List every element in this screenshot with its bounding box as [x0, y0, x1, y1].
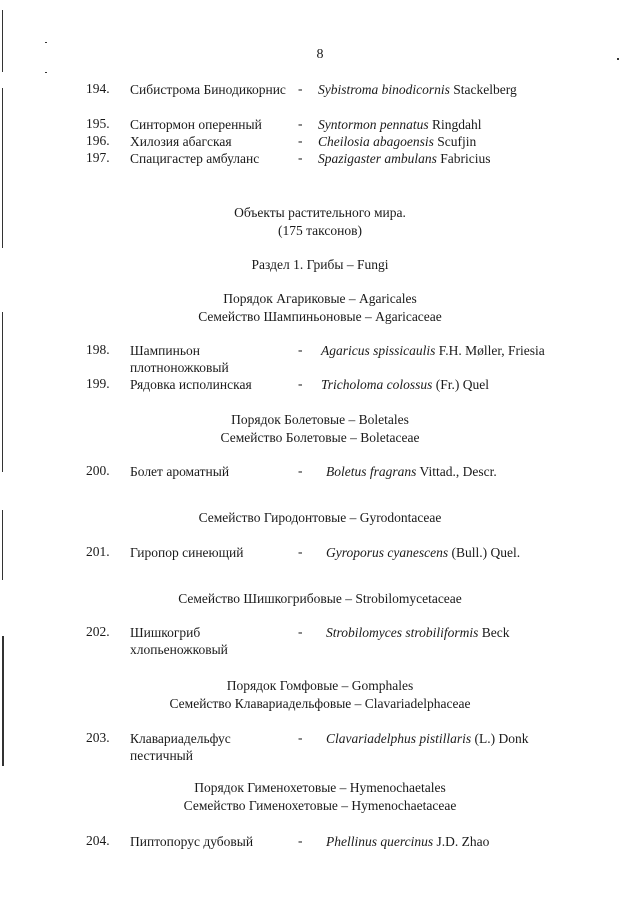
order-heading — [0, 411, 640, 447]
section-heading — [0, 204, 640, 240]
latin-species: Agaricus spissicaulis — [321, 343, 436, 358]
separator-dash: - — [298, 150, 303, 165]
item-number: 204. — [86, 833, 110, 848]
separator-dash: - — [298, 544, 303, 559]
order-heading — [0, 677, 640, 713]
latin-author: Stackelberg — [453, 82, 517, 97]
item-number: 202. — [86, 624, 110, 639]
latin-author: Fabricius — [440, 151, 491, 166]
latin-species: Sybistroma binodicornis — [318, 82, 450, 97]
latin-species: Spazigaster ambulans — [318, 151, 437, 166]
item-number: 200. — [86, 463, 110, 478]
family-heading: Семейство Гиродонтовые – Gyrodontaceae — [198, 510, 442, 525]
latin-species: Clavariadelphus pistillaris — [326, 731, 472, 746]
russian-name: Спацигастер амбуланс — [130, 151, 260, 166]
latin-name — [318, 133, 476, 150]
latin-author: J.D. Zhao — [436, 834, 490, 849]
russian-name: Гиропор синеющий — [130, 545, 244, 560]
russian-name: Сибистрома Бинодикорнис — [130, 82, 286, 97]
separator-dash: - — [298, 116, 303, 131]
latin-author: (L.) Donk — [474, 731, 529, 746]
russian-name: Клавариадельфус пестичный — [130, 731, 231, 763]
order-heading — [0, 779, 640, 815]
separator-dash: - — [298, 376, 303, 391]
russian-name: Болет ароматный — [130, 464, 230, 479]
latin-species: Tricholoma colossus — [321, 377, 433, 392]
latin-species: Gyroporus cyanescens — [326, 545, 449, 560]
latin-species: Boletus fragrans — [326, 464, 417, 479]
family-title: Семейство Гименохетовые – Hymenochaetaceae — [183, 798, 457, 813]
russian-name: Шампиньон плотноножковый — [130, 343, 229, 375]
scan-margin-mark — [2, 312, 3, 472]
separator-dash: - — [298, 730, 303, 745]
separator-dash: - — [298, 463, 303, 478]
item-number: 194. — [86, 81, 110, 96]
order-heading — [0, 290, 640, 326]
item-number: 196. — [86, 133, 110, 148]
russian-name: Синтормон оперенный — [130, 117, 262, 132]
item-number: 199. — [86, 376, 110, 391]
latin-author: Vittad., Descr. — [419, 464, 497, 479]
division-heading: Раздел 1. Грибы – Fungi — [251, 257, 389, 272]
separator-dash: - — [298, 81, 303, 96]
scan-margin-mark — [45, 72, 47, 73]
order-title: Порядок Гименохетовые – Hymenochaetales — [194, 780, 446, 795]
latin-name — [318, 150, 491, 167]
latin-name — [326, 544, 520, 561]
latin-name — [326, 624, 510, 641]
latin-name — [321, 342, 545, 359]
item-number: 197. — [86, 150, 110, 165]
latin-author: Scufjin — [437, 134, 477, 149]
latin-author: (Bull.) Quel. — [451, 545, 521, 560]
latin-name — [318, 116, 482, 133]
item-number: 203. — [86, 730, 110, 745]
section-title: Объекты растительного мира. — [234, 205, 406, 220]
family-title: Семейство Шампиньоновые – Agaricaceae — [198, 309, 442, 324]
latin-name — [318, 81, 517, 98]
family-title: Семейство Болетовые – Boletaceae — [220, 430, 420, 445]
latin-author: Beck — [481, 625, 510, 640]
latin-species: Phellinus quercinus — [326, 834, 434, 849]
latin-species: Strobilomyces strobiliformis — [326, 625, 479, 640]
scan-margin-mark — [45, 42, 47, 43]
page-number: 8 — [316, 47, 324, 62]
latin-name — [326, 463, 497, 480]
item-number: 198. — [86, 342, 110, 357]
separator-dash: - — [298, 833, 303, 848]
latin-name — [326, 833, 489, 850]
russian-name: Шишкогриб хлопьеножковый — [130, 625, 228, 657]
family-heading: Семейство Шишкогрибовые – Strobilomycetaceae — [178, 591, 462, 606]
russian-name: Рядовка исполинская — [130, 377, 252, 392]
section-count: (175 таксонов) — [278, 223, 362, 238]
separator-dash: - — [298, 342, 303, 357]
order-title: Порядок Агариковые – Agaricales — [223, 291, 417, 306]
family-title: Семейство Клавариадельфовые – Clavariadelphaceae — [169, 696, 471, 711]
russian-name: Хилозия абагская — [130, 134, 232, 149]
latin-name — [326, 730, 529, 747]
item-number: 195. — [86, 116, 110, 131]
latin-species: Syntormon pennatus — [318, 117, 429, 132]
latin-author: Ringdahl — [432, 117, 482, 132]
item-number: 201. — [86, 544, 110, 559]
latin-species: Cheilosia abagoensis — [318, 134, 434, 149]
order-title: Порядок Болетовые – Boletales — [231, 412, 409, 427]
latin-author: (Fr.) Quel — [435, 377, 490, 392]
latin-name — [321, 376, 489, 393]
separator-dash: - — [298, 624, 303, 639]
russian-name: Пиптопорус дубовый — [130, 834, 254, 849]
latin-author: F.H. Møller, Friesia — [438, 343, 545, 358]
order-title: Порядок Гомфовые – Gomphales — [226, 678, 414, 693]
separator-dash: - — [298, 133, 303, 148]
